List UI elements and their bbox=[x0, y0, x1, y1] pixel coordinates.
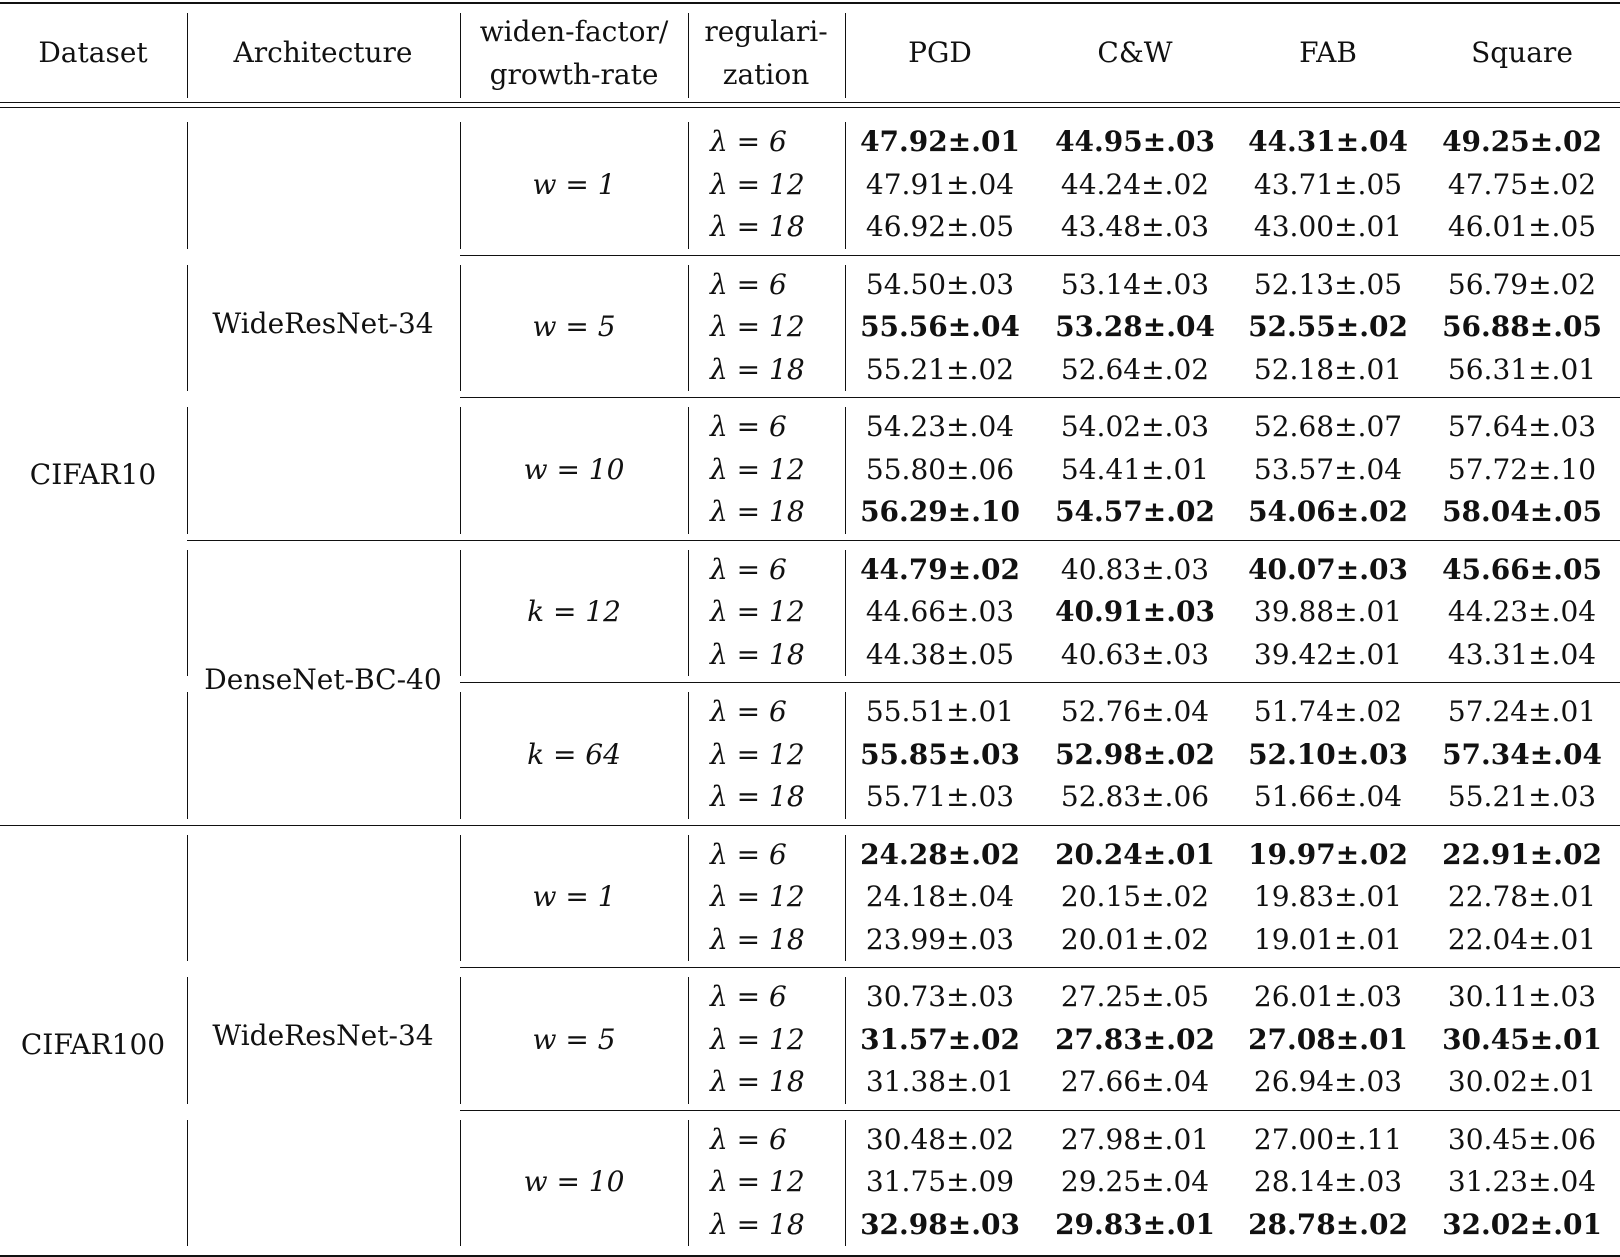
regularization-label: λ = 18 bbox=[710, 210, 805, 243]
top-rule bbox=[0, 2, 1620, 4]
cell-square: 57.72±.10 bbox=[1447, 452, 1597, 486]
cell-cw: 29.25±.04 bbox=[1060, 1165, 1210, 1198]
column-divider bbox=[187, 265, 188, 392]
cell-fab: 52.10±.03 bbox=[1248, 737, 1408, 771]
cell-square: 57.24±.01 bbox=[1447, 695, 1597, 728]
cell-pgd: 24.28±.02 bbox=[860, 837, 1020, 871]
column-divider bbox=[688, 407, 689, 534]
cell-cw: 29.83±.01 bbox=[1055, 1207, 1215, 1241]
column-divider bbox=[460, 692, 461, 819]
column-divider bbox=[845, 407, 846, 534]
column-divider bbox=[688, 265, 689, 392]
regularization-label: λ = 6 bbox=[710, 1122, 787, 1156]
cell-cw: 52.98±.02 bbox=[1055, 737, 1215, 771]
cell-cw: 52.83±.06 bbox=[1060, 780, 1210, 813]
param-label: k = 12 bbox=[527, 595, 621, 628]
cell-fab: 26.01±.03 bbox=[1253, 980, 1403, 1013]
cell-pgd: 23.99±.03 bbox=[865, 922, 1015, 956]
row-separator bbox=[460, 255, 1620, 256]
column-divider bbox=[845, 977, 846, 1104]
cell-fab: 52.13±.05 bbox=[1253, 267, 1403, 301]
cell-cw: 52.76±.04 bbox=[1060, 695, 1210, 728]
regularization-label: λ = 12 bbox=[710, 1022, 805, 1056]
cell-fab: 52.18±.01 bbox=[1253, 352, 1403, 386]
cell-square: 43.31±.04 bbox=[1447, 637, 1597, 671]
regularization-label: λ = 6 bbox=[710, 552, 787, 586]
cell-pgd: 31.57±.02 bbox=[860, 1022, 1020, 1056]
cell-square: 49.25±.02 bbox=[1442, 125, 1602, 158]
cell-cw: 20.01±.02 bbox=[1060, 922, 1210, 956]
regularization-label: λ = 6 bbox=[710, 980, 787, 1013]
cell-pgd: 55.71±.03 bbox=[865, 780, 1015, 813]
cell-cw: 27.98±.01 bbox=[1060, 1122, 1210, 1156]
regularization-label: λ = 12 bbox=[710, 1165, 805, 1198]
header-widen-factor: widen-factor/ bbox=[479, 15, 669, 48]
row-separator bbox=[0, 825, 1620, 826]
cell-fab: 40.07±.03 bbox=[1248, 552, 1408, 586]
cell-square: 30.45±.06 bbox=[1447, 1122, 1597, 1156]
cell-cw: 40.83±.03 bbox=[1060, 552, 1210, 586]
cell-pgd: 55.85±.03 bbox=[860, 737, 1020, 771]
header-divider bbox=[845, 13, 846, 98]
column-divider bbox=[688, 550, 689, 677]
cell-square: 30.02±.01 bbox=[1447, 1065, 1597, 1098]
cell-fab: 28.78±.02 bbox=[1248, 1207, 1408, 1241]
regularization-label: λ = 12 bbox=[710, 310, 805, 343]
column-divider bbox=[845, 122, 846, 249]
cell-pgd: 32.98±.03 bbox=[860, 1207, 1020, 1241]
cell-fab: 51.66±.04 bbox=[1253, 780, 1403, 813]
cell-fab: 52.55±.02 bbox=[1248, 310, 1408, 343]
column-divider bbox=[845, 835, 846, 962]
cell-fab: 51.74±.02 bbox=[1253, 695, 1403, 728]
cell-fab: 27.08±.01 bbox=[1248, 1022, 1408, 1056]
cell-cw: 44.24±.02 bbox=[1060, 167, 1210, 201]
regularization-label: λ = 12 bbox=[710, 880, 805, 913]
header-regularization-1: regulari- bbox=[704, 15, 828, 48]
regularization-label: λ = 6 bbox=[710, 837, 787, 871]
cell-pgd: 44.79±.02 bbox=[860, 552, 1020, 586]
header-divider bbox=[460, 13, 461, 98]
cell-pgd: 47.91±.04 bbox=[865, 167, 1015, 201]
cell-cw: 43.48±.03 bbox=[1060, 210, 1210, 243]
header-attack-fab: FAB bbox=[1299, 36, 1357, 69]
cell-cw: 40.91±.03 bbox=[1055, 595, 1215, 628]
column-divider bbox=[460, 977, 461, 1104]
regularization-label: λ = 18 bbox=[710, 637, 805, 671]
column-divider bbox=[460, 265, 461, 392]
regularization-label: λ = 6 bbox=[710, 267, 787, 301]
architecture-label: WideResNet-34 bbox=[212, 1019, 434, 1053]
cell-fab: 28.14±.03 bbox=[1253, 1165, 1403, 1198]
cell-pgd: 31.38±.01 bbox=[865, 1065, 1015, 1098]
column-divider bbox=[688, 1120, 689, 1247]
cell-cw: 52.64±.02 bbox=[1060, 352, 1210, 386]
cell-cw: 54.57±.02 bbox=[1055, 495, 1215, 528]
cell-cw: 40.63±.03 bbox=[1060, 637, 1210, 671]
cell-fab: 19.01±.01 bbox=[1253, 922, 1403, 956]
cell-square: 55.21±.03 bbox=[1447, 780, 1597, 813]
header-rule bbox=[0, 107, 1620, 108]
dataset-label: CIFAR100 bbox=[20, 1028, 166, 1062]
header-growth-rate: growth-rate bbox=[489, 58, 659, 91]
cell-square: 57.64±.03 bbox=[1447, 410, 1597, 443]
column-divider bbox=[187, 692, 188, 819]
regularization-label: λ = 6 bbox=[710, 410, 787, 443]
cell-cw: 27.83±.02 bbox=[1055, 1022, 1215, 1056]
cell-fab: 19.83±.01 bbox=[1253, 880, 1403, 913]
column-divider bbox=[460, 122, 461, 249]
header-dataset: Dataset bbox=[38, 36, 148, 69]
cell-fab: 19.97±.02 bbox=[1248, 837, 1408, 871]
param-label: w = 1 bbox=[532, 167, 616, 201]
param-label: w = 10 bbox=[523, 452, 625, 486]
cell-fab: 43.00±.01 bbox=[1253, 210, 1403, 243]
cell-pgd: 54.50±.03 bbox=[865, 267, 1015, 301]
regularization-label: λ = 18 bbox=[710, 495, 805, 528]
regularization-label: λ = 12 bbox=[710, 595, 805, 628]
cell-cw: 27.25±.05 bbox=[1060, 980, 1210, 1013]
column-divider bbox=[688, 122, 689, 249]
row-separator bbox=[460, 1110, 1620, 1111]
column-divider bbox=[845, 1120, 846, 1247]
column-divider bbox=[187, 1120, 188, 1247]
cell-pgd: 30.73±.03 bbox=[865, 980, 1015, 1013]
cell-cw: 44.95±.03 bbox=[1055, 125, 1215, 158]
regularization-label: λ = 18 bbox=[710, 780, 805, 813]
cell-fab: 44.31±.04 bbox=[1248, 125, 1408, 158]
row-separator bbox=[460, 682, 1620, 683]
cell-square: 22.04±.01 bbox=[1447, 922, 1597, 956]
regularization-label: λ = 18 bbox=[710, 922, 805, 956]
cell-square: 44.23±.04 bbox=[1447, 595, 1597, 628]
cell-pgd: 54.23±.04 bbox=[865, 410, 1015, 443]
column-divider bbox=[187, 407, 188, 534]
header-attack-pgd: PGD bbox=[908, 36, 972, 69]
header-attack-square: Square bbox=[1471, 36, 1573, 69]
column-divider bbox=[688, 977, 689, 1104]
column-divider bbox=[187, 977, 188, 1104]
cell-square: 22.78±.01 bbox=[1447, 880, 1597, 913]
regularization-label: λ = 18 bbox=[710, 1065, 805, 1098]
column-divider bbox=[460, 835, 461, 962]
regularization-label: λ = 12 bbox=[710, 737, 805, 771]
cell-square: 56.31±.01 bbox=[1447, 352, 1597, 386]
cell-square: 31.23±.04 bbox=[1447, 1165, 1597, 1198]
column-divider bbox=[688, 835, 689, 962]
cell-square: 47.75±.02 bbox=[1447, 167, 1597, 201]
dataset-label: CIFAR10 bbox=[29, 458, 157, 492]
cell-fab: 39.42±.01 bbox=[1253, 637, 1403, 671]
cell-pgd: 55.21±.02 bbox=[865, 352, 1015, 386]
param-label: w = 5 bbox=[532, 310, 616, 343]
cell-square: 30.45±.01 bbox=[1442, 1022, 1602, 1056]
column-divider bbox=[845, 550, 846, 677]
param-label: w = 10 bbox=[523, 1165, 625, 1198]
cell-pgd: 30.48±.02 bbox=[865, 1122, 1015, 1156]
cell-fab: 27.00±.11 bbox=[1253, 1122, 1403, 1156]
cell-square: 30.11±.03 bbox=[1447, 980, 1597, 1013]
column-divider bbox=[460, 1120, 461, 1247]
header-rule bbox=[0, 102, 1620, 103]
column-divider bbox=[845, 692, 846, 819]
header-divider bbox=[187, 13, 188, 98]
column-divider bbox=[688, 692, 689, 819]
regularization-label: λ = 12 bbox=[710, 167, 805, 201]
cell-square: 32.02±.01 bbox=[1442, 1207, 1602, 1241]
cell-fab: 53.57±.04 bbox=[1253, 452, 1403, 486]
cell-cw: 53.28±.04 bbox=[1055, 310, 1215, 343]
cell-pgd: 24.18±.04 bbox=[865, 880, 1015, 913]
cell-square: 58.04±.05 bbox=[1442, 495, 1602, 528]
header-divider bbox=[688, 13, 689, 98]
cell-fab: 26.94±.03 bbox=[1253, 1065, 1403, 1098]
cell-cw: 54.41±.01 bbox=[1060, 452, 1210, 486]
architecture-label: DenseNet-BC-40 bbox=[204, 663, 442, 696]
cell-fab: 54.06±.02 bbox=[1248, 495, 1408, 528]
regularization-label: λ = 12 bbox=[710, 452, 805, 486]
cell-pgd: 47.92±.01 bbox=[860, 125, 1020, 158]
cell-cw: 54.02±.03 bbox=[1060, 410, 1210, 443]
cell-square: 56.88±.05 bbox=[1442, 310, 1602, 343]
cell-fab: 39.88±.01 bbox=[1253, 595, 1403, 628]
regularization-label: λ = 6 bbox=[710, 695, 787, 728]
column-divider bbox=[187, 550, 188, 677]
cell-pgd: 55.56±.04 bbox=[860, 310, 1020, 343]
regularization-label: λ = 18 bbox=[710, 352, 805, 386]
param-label: w = 5 bbox=[532, 1022, 616, 1056]
header-regularization-2: zation bbox=[722, 58, 810, 91]
cell-pgd: 44.38±.05 bbox=[865, 637, 1015, 671]
header-architecture: Architecture bbox=[233, 36, 413, 69]
cell-square: 22.91±.02 bbox=[1442, 837, 1602, 871]
cell-pgd: 55.51±.01 bbox=[865, 695, 1015, 728]
param-label: k = 64 bbox=[527, 737, 621, 771]
cell-square: 57.34±.04 bbox=[1442, 737, 1602, 771]
cell-pgd: 56.29±.10 bbox=[860, 495, 1020, 528]
row-separator bbox=[187, 540, 1620, 541]
cell-cw: 27.66±.04 bbox=[1060, 1065, 1210, 1098]
cell-fab: 43.71±.05 bbox=[1253, 167, 1403, 201]
cell-fab: 52.68±.07 bbox=[1253, 410, 1403, 443]
param-label: w = 1 bbox=[532, 880, 616, 913]
cell-pgd: 46.92±.05 bbox=[865, 210, 1015, 243]
header-attack-cw: C&W bbox=[1097, 36, 1173, 69]
cell-square: 45.66±.05 bbox=[1442, 552, 1602, 586]
regularization-label: λ = 6 bbox=[710, 125, 787, 158]
architecture-label: WideResNet-34 bbox=[212, 306, 434, 340]
column-divider bbox=[845, 265, 846, 392]
column-divider bbox=[187, 835, 188, 962]
regularization-label: λ = 18 bbox=[710, 1207, 805, 1241]
column-divider bbox=[460, 550, 461, 677]
column-divider bbox=[460, 407, 461, 534]
cell-pgd: 55.80±.06 bbox=[865, 452, 1015, 486]
column-divider bbox=[187, 122, 188, 249]
cell-pgd: 31.75±.09 bbox=[865, 1165, 1015, 1198]
cell-cw: 53.14±.03 bbox=[1060, 267, 1210, 301]
row-separator bbox=[460, 967, 1620, 968]
cell-cw: 20.24±.01 bbox=[1055, 837, 1215, 871]
cell-pgd: 44.66±.03 bbox=[865, 595, 1015, 628]
cell-cw: 20.15±.02 bbox=[1060, 880, 1210, 913]
row-separator bbox=[460, 397, 1620, 398]
cell-square: 46.01±.05 bbox=[1447, 210, 1597, 243]
cell-square: 56.79±.02 bbox=[1447, 267, 1597, 301]
